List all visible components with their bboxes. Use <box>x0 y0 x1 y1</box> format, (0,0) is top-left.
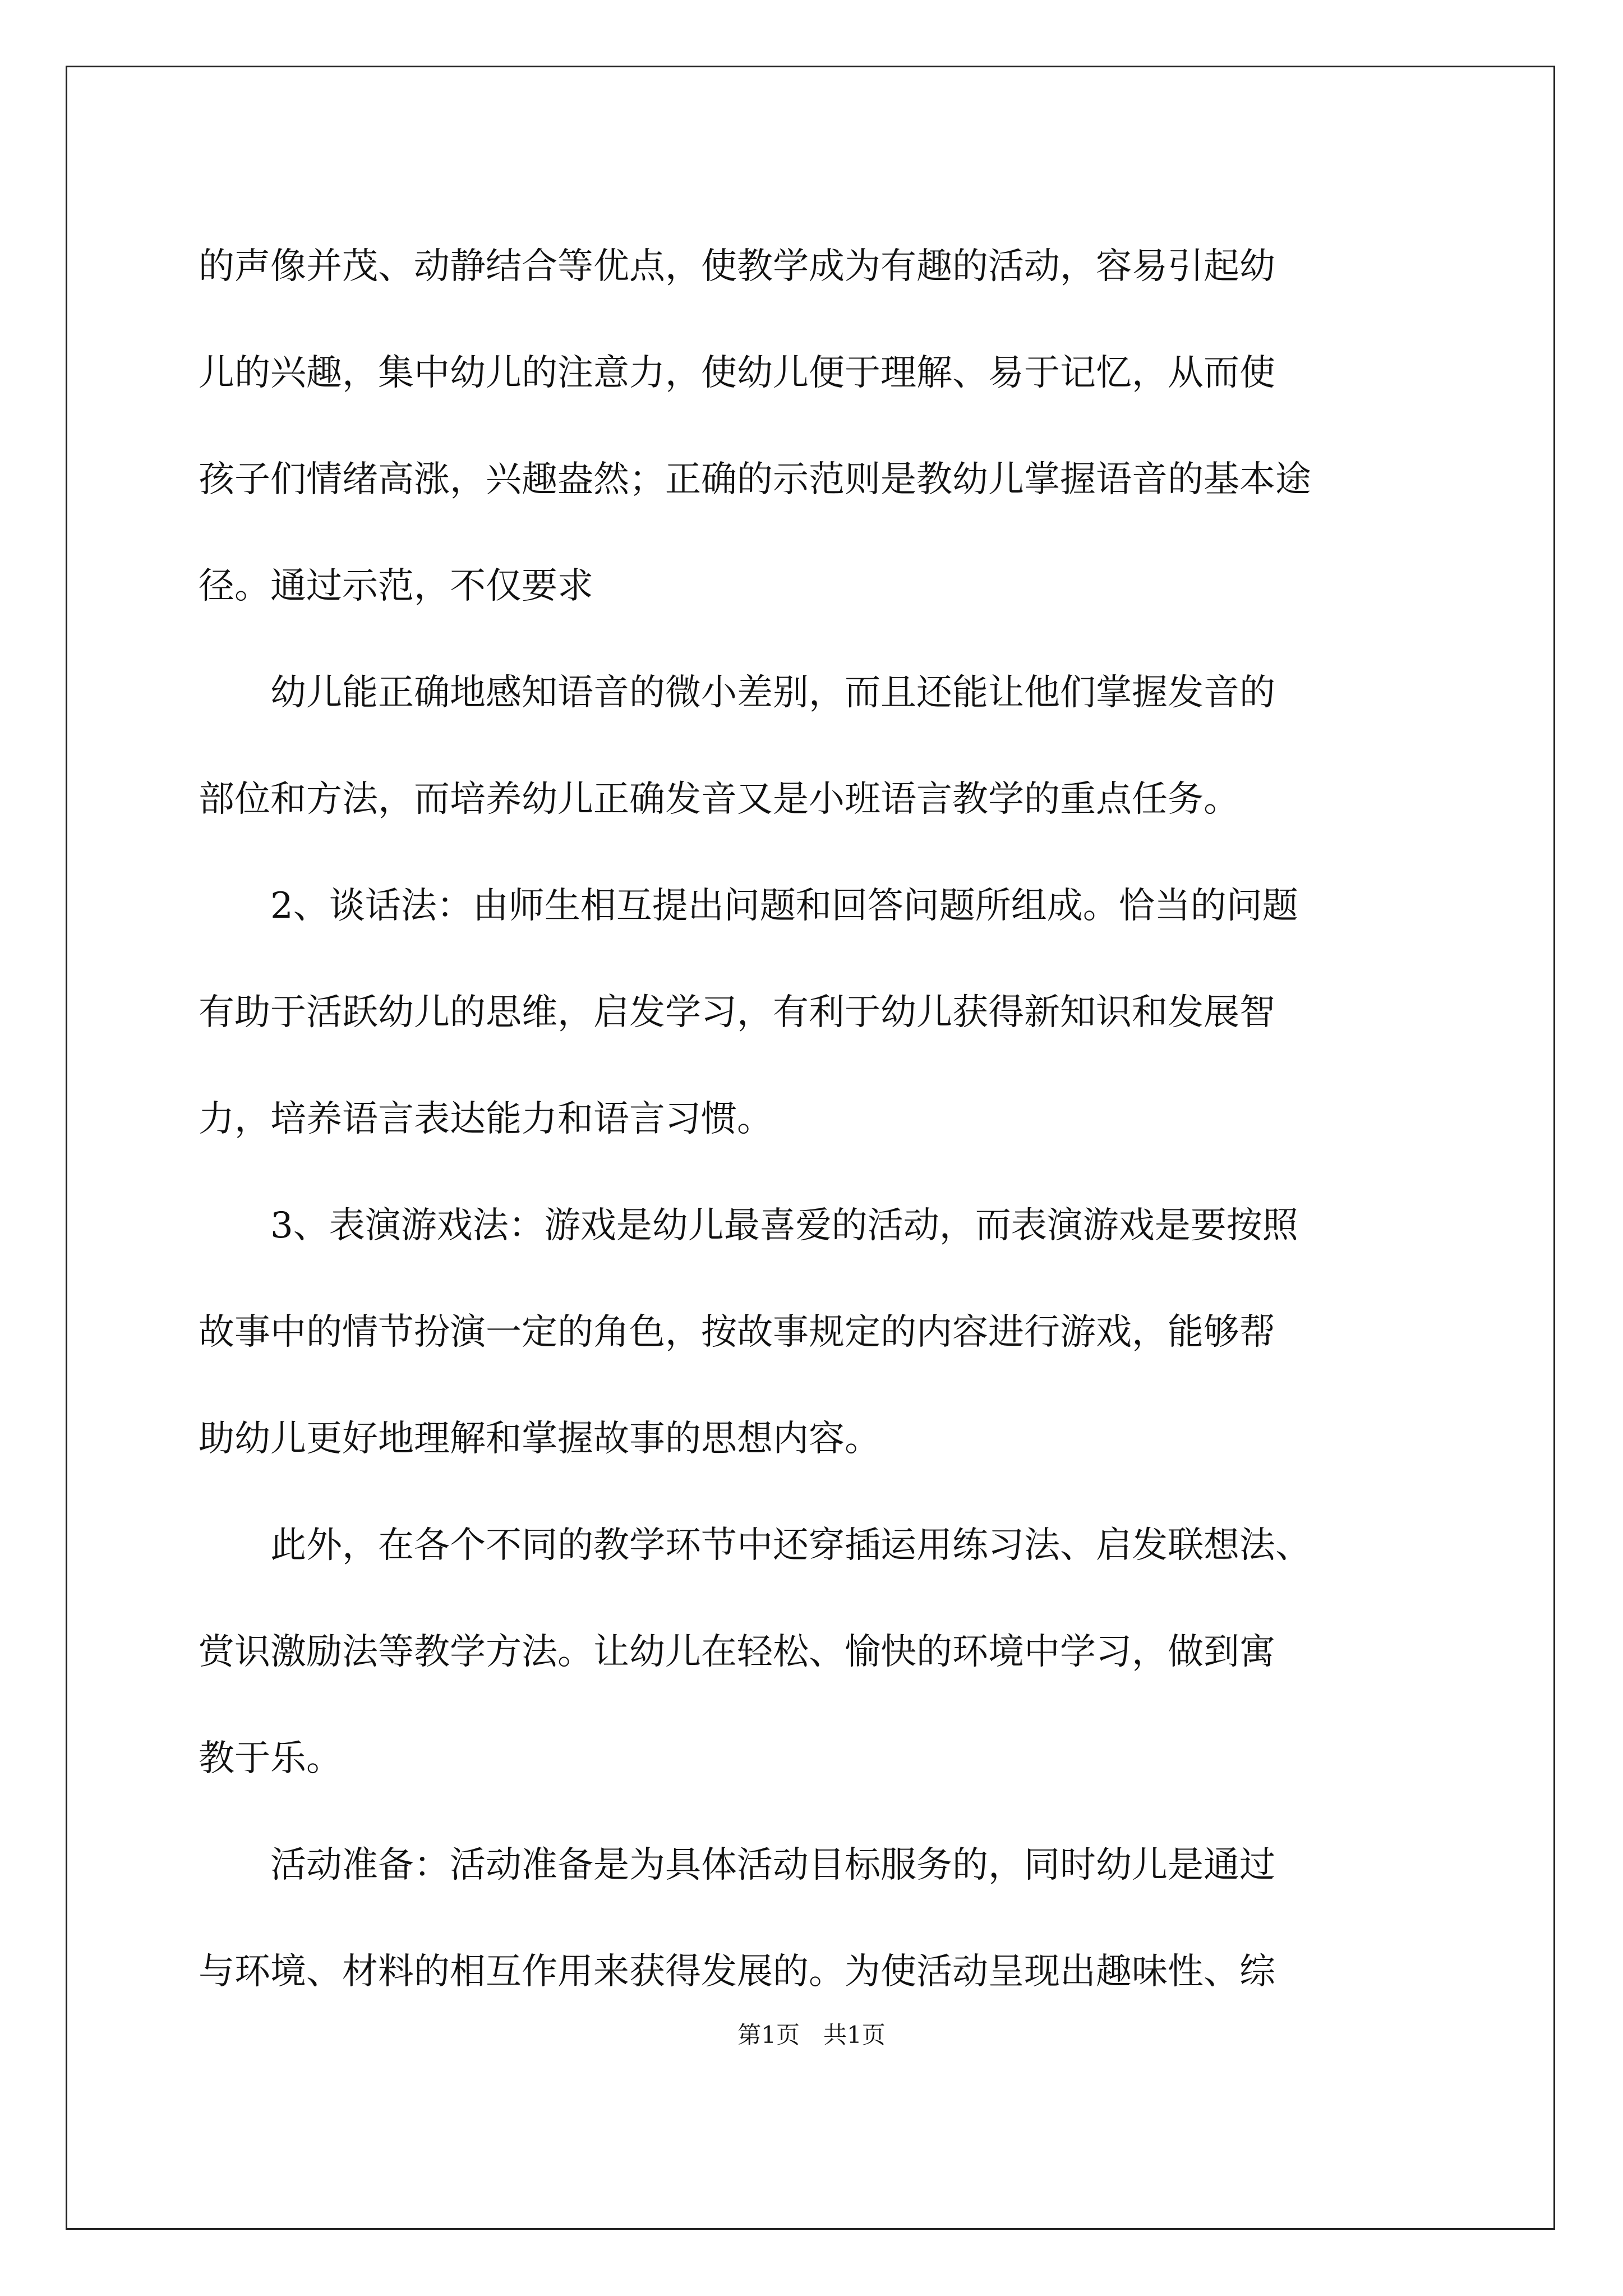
text-line: 此外，在各个不同的教学环节中还穿插运用练习法、启发联想法、 <box>199 1525 1311 1566</box>
text-line: 孩子们情绪高涨，兴趣盎然；正确的示范则是教幼儿掌握语音的基本途 <box>199 459 1311 500</box>
text-line: 的声像并茂、动静结合等优点，使教学成为有趣的活动，容易引起幼 <box>199 246 1275 287</box>
text-line: 部位和方法，而培养幼儿正确发音又是小班语言教学的重点任务。 <box>199 779 1239 820</box>
text-line: 儿的兴趣，集中幼儿的注意力，使幼儿便于理解、易于记忆，从而使 <box>199 352 1275 394</box>
text-line: 活动准备：活动准备是为具体活动目标服务的，同时幼儿是通过 <box>199 1844 1275 1886</box>
text-line: 助幼儿更好地理解和掌握故事的思想内容。 <box>199 1418 880 1460</box>
text-line: 赏识激励法等教学方法。让幼儿在轻松、愉快的环境中学习，做到寓 <box>199 1631 1275 1673</box>
page-footer: 第1页 共1页 <box>737 2021 886 2049</box>
text-line: 径。通过示范，不仅要求 <box>199 565 593 607</box>
text-line: 教于乐。 <box>199 1738 342 1779</box>
text-line: 幼儿能正确地感知语音的微小差别，而且还能让他们掌握发音的 <box>199 672 1275 714</box>
text-line: 力，培养语言表达能力和语言习惯。 <box>199 1098 773 1140</box>
document-body <box>199 213 1444 2025</box>
text-line: 2、谈话法：由师生相互提出问题和回答问题所组成。恰当的问题 <box>199 885 1298 927</box>
text-line: 有助于活跃幼儿的思维，启发学习，有利于幼儿获得新知识和发展智 <box>199 992 1275 1033</box>
text-line: 与环境、材料的相互作用来获得发展的。为使活动呈现出趣味性、综 <box>199 1951 1275 1993</box>
text-line: 故事中的情节扮演一定的角色，按故事规定的内容进行游戏，能够帮 <box>199 1312 1275 1353</box>
text-line: 3、表演游戏法：游戏是幼儿最喜爱的活动，而表演游戏是要按照 <box>199 1205 1298 1246</box>
